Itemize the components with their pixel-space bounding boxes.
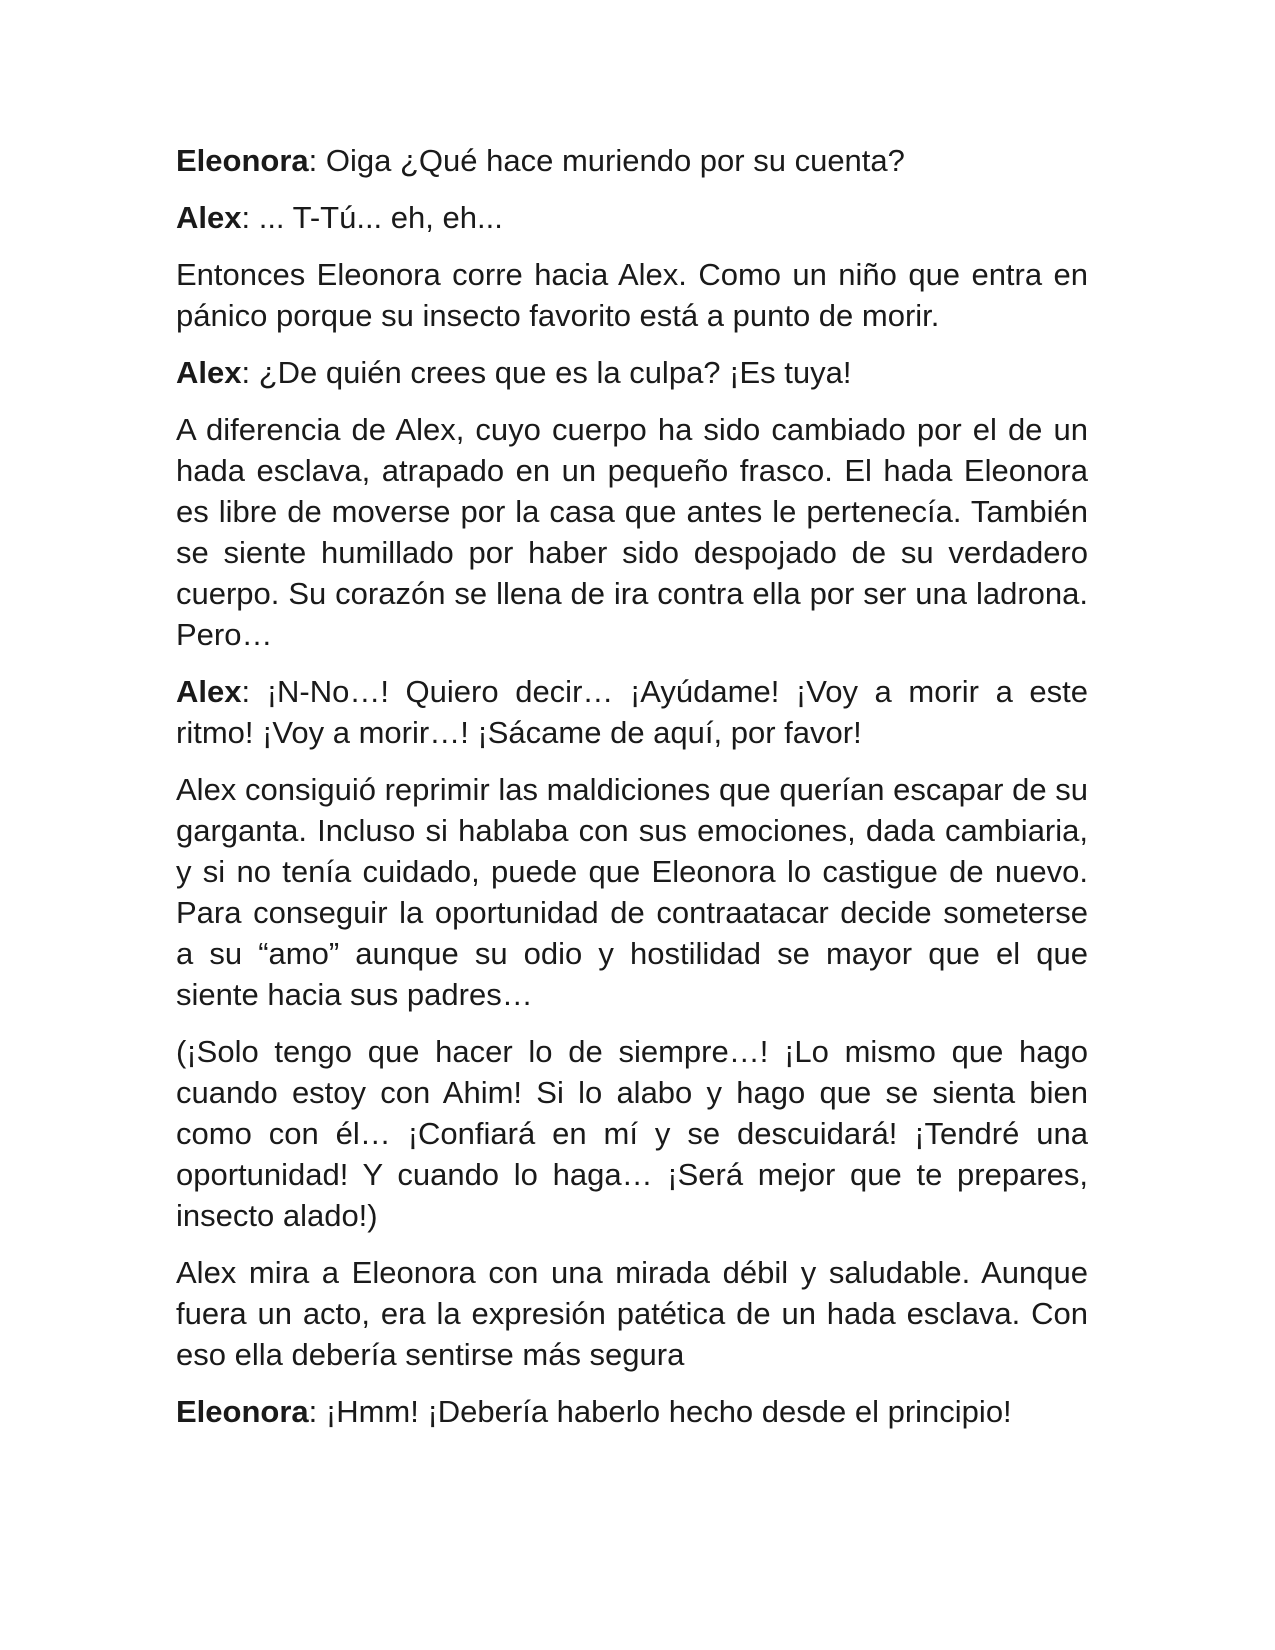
dialogue-text: : ¿De quién crees que es la culpa? ¡Es tuya! [241, 355, 852, 390]
thought-paragraph [176, 1031, 1088, 1236]
narration-text: Alex mira a Eleonora con una mirada débil y saludable. Aunque fuera un acto, era la expresión patética de un hada esclava. Con eso ella debería sentirse más segura [176, 1255, 1088, 1372]
dialogue-text: : ¡N-No…! Quiero decir… ¡Ayúdame! ¡Voy a morir a este ritmo! ¡Voy a morir…! ¡Sácame de aquí, por favor! [176, 674, 1088, 750]
dialogue-line [176, 1391, 1088, 1432]
narration-text: A diferencia de Alex, cuyo cuerpo ha sido cambiado por el de un hada esclava, atrapado en un pequeño frasco. El hada Eleonora es libre de moverse por la casa que antes le pertenecía. También se siente humillado por haber sido despojado de su verdadero cuerpo. Su corazón se llena de ira contra ella por ser una ladrona. Pero… [176, 412, 1088, 652]
narration-text: Entonces Eleonora corre hacia Alex. Como un niño que entra en pánico porque su insecto favorito está a punto de morir. [176, 257, 1088, 333]
dialogue-line [176, 352, 1088, 393]
narration-text: Alex consiguió reprimir las maldiciones que querían escapar de su garganta. Incluso si hablaba con sus emociones, dada cambiaria, y si no tenía cuidado, puede que Eleonora lo castigue de nuevo. Para conseguir la oportunidad de contraatacar decide someterse a su “amo” aunque su odio y hostilidad se mayor que el que siente hacia sus padres… [176, 772, 1088, 1012]
narration-paragraph [176, 1252, 1088, 1375]
narration-paragraph [176, 409, 1088, 655]
dialogue-text: : Oiga ¿Qué hace muriendo por su cuenta? [308, 143, 905, 178]
dialogue-line [176, 140, 1088, 181]
dialogue-text: : ¡Hmm! ¡Debería haberlo hecho desde el principio! [308, 1394, 1012, 1429]
speaker-name: Eleonora [176, 143, 309, 178]
dialogue-text: : ... T-Tú... eh, eh... [241, 200, 503, 235]
thought-text: (¡Solo tengo que hacer lo de siempre…! ¡Lo mismo que hago cuando estoy con Ahim! Si lo alabo y hago que se sienta bien como con él… ¡Confiará en mí y se descuidará! ¡Tendré una oportunidad! Y cuando lo haga… ¡Será mejor que te prepares, insecto alado!) [176, 1034, 1088, 1233]
dialogue-line [176, 197, 1088, 238]
speaker-name: Alex [176, 674, 242, 709]
narration-paragraph [176, 769, 1088, 1015]
dialogue-line [176, 671, 1088, 753]
narration-paragraph [176, 254, 1088, 336]
speaker-name: Eleonora [176, 1394, 309, 1429]
speaker-name: Alex [176, 355, 242, 390]
document-page [176, 140, 1088, 1448]
speaker-name: Alex [176, 200, 242, 235]
